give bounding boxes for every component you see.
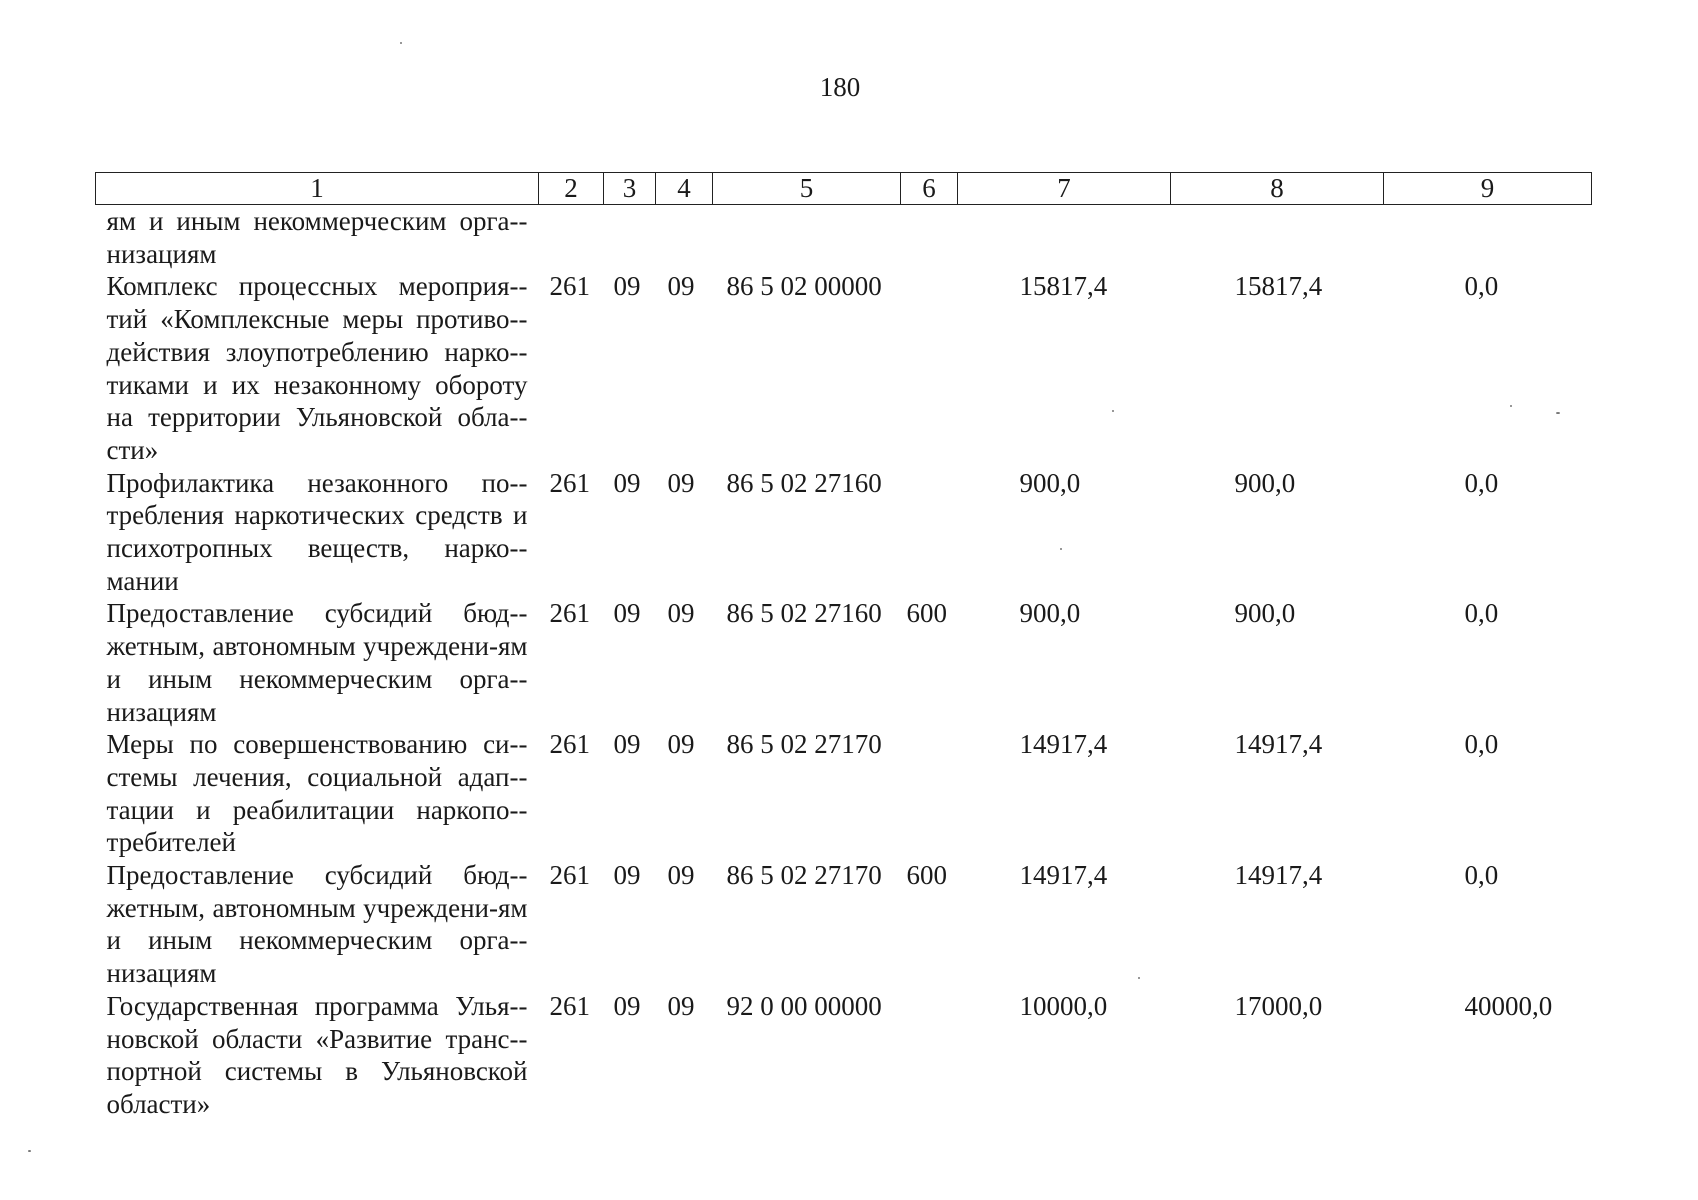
column-header: 6 [901, 173, 958, 205]
cell-target-article: 86 5 02 27170 [726, 729, 882, 760]
table-row [96, 205, 1592, 271]
cell-section: 09 [613, 729, 641, 760]
cell-section: 09 [613, 598, 641, 629]
cell-amount-8 [1171, 205, 1384, 271]
cell-section: 09 [613, 271, 641, 302]
cell-chapter: 261 [549, 860, 590, 891]
row-name: Предоставление субсидий бюд-жетным, автономным учреждени-ям и иным некоммерческим орга-низациям [106, 598, 528, 727]
cell-target-article [713, 205, 901, 271]
cell-amount-9: 0,0 [1464, 271, 1499, 302]
column-header: 5 [713, 173, 901, 205]
budget-table [95, 172, 1592, 1121]
cell-expense-type [901, 467, 958, 598]
cell-expense-type [901, 205, 958, 271]
cell-amount-7: 15817,4 [1019, 271, 1108, 302]
cell-chapter: 261 [549, 729, 590, 760]
cell-expense-type: 600 [906, 860, 947, 891]
scan-speck [1112, 410, 1114, 412]
scan-speck [400, 42, 402, 44]
cell-subsection: 09 [667, 467, 695, 498]
table-row [96, 270, 1592, 466]
row-name: Профилактика незаконного по-требления наркотических средств и психотропных веществ, нарко-мании [106, 467, 528, 596]
cell-amount-8: 17000,0 [1234, 990, 1323, 1021]
cell-amount-7: 14917,4 [1019, 729, 1108, 760]
cell-subsection [656, 205, 713, 271]
cell-chapter [539, 205, 604, 271]
cell-target-article: 86 5 02 00000 [726, 271, 882, 302]
table-row [96, 728, 1592, 859]
column-header: 4 [656, 173, 713, 205]
cell-subsection: 09 [667, 860, 695, 891]
row-name: ям и иным некоммерческим орга-низациям [106, 206, 528, 269]
cell-chapter: 261 [549, 271, 590, 302]
table-row [96, 990, 1592, 1121]
cell-amount-9: 0,0 [1464, 860, 1499, 891]
scan-speck [1138, 977, 1140, 979]
column-header: 2 [539, 173, 604, 205]
column-header: 8 [1171, 173, 1384, 205]
cell-subsection: 09 [667, 598, 695, 629]
cell-expense-type [901, 990, 958, 1121]
cell-chapter: 261 [549, 598, 590, 629]
row-name: Комплекс процессных мероприя-тий «Комплексные меры противо-действия злоупотреблению нарко-тиками и их незаконному обороту на территории Ульяновской обла-сти» [106, 271, 528, 465]
cell-section: 09 [613, 860, 641, 891]
cell-amount-8: 15817,4 [1234, 271, 1323, 302]
cell-amount-9: 0,0 [1464, 467, 1499, 498]
cell-section [604, 205, 656, 271]
scan-speck [1510, 405, 1512, 407]
cell-amount-7: 900,0 [1019, 598, 1081, 629]
scan-speck [28, 1150, 31, 1152]
cell-subsection: 09 [667, 729, 695, 760]
cell-chapter: 261 [549, 467, 590, 498]
cell-expense-type [901, 728, 958, 859]
cell-subsection: 09 [667, 271, 695, 302]
cell-target-article: 86 5 02 27160 [726, 467, 882, 498]
cell-expense-type: 600 [906, 598, 947, 629]
cell-amount-8: 900,0 [1234, 467, 1296, 498]
scan-speck [1556, 412, 1560, 414]
cell-amount-8: 900,0 [1234, 598, 1296, 629]
column-header: 7 [958, 173, 1171, 205]
table-row [96, 467, 1592, 598]
cell-amount-9 [1384, 205, 1592, 271]
row-name: Предоставление субсидий бюд-жетным, автономным учреждени-ям и иным некоммерческим орга-низациям [106, 860, 528, 989]
cell-amount-7 [958, 205, 1171, 271]
row-name: Государственная программа Улья-новской области «Развитие транс-портной системы в Ульяновской области» [106, 990, 528, 1119]
cell-expense-type [901, 270, 958, 466]
cell-amount-9: 0,0 [1464, 598, 1499, 629]
table-row [96, 597, 1592, 728]
cell-amount-8: 14917,4 [1234, 860, 1323, 891]
page-number: 180 [819, 72, 861, 102]
cell-amount-7: 14917,4 [1019, 860, 1108, 891]
cell-target-article: 92 0 00 00000 [726, 990, 882, 1021]
cell-amount-7: 900,0 [1019, 467, 1081, 498]
cell-amount-8: 14917,4 [1234, 729, 1323, 760]
column-header: 9 [1384, 173, 1592, 205]
row-name: Меры по совершенствованию си-стемы лечения, социальной адап-тации и реабилитации наркопо-требителей [106, 729, 528, 858]
table-header-row [96, 173, 1592, 205]
cell-section: 09 [613, 467, 641, 498]
cell-section: 09 [613, 990, 641, 1021]
cell-target-article: 86 5 02 27160 [726, 598, 882, 629]
scan-speck [1060, 548, 1062, 550]
cell-amount-9: 40000,0 [1464, 990, 1553, 1021]
column-header: 3 [604, 173, 656, 205]
cell-target-article: 86 5 02 27170 [726, 860, 882, 891]
table-row [96, 859, 1592, 990]
cell-chapter: 261 [549, 990, 590, 1021]
cell-amount-9: 0,0 [1464, 729, 1499, 760]
cell-subsection: 09 [667, 990, 695, 1021]
column-header: 1 [96, 173, 539, 205]
cell-amount-7: 10000,0 [1019, 990, 1108, 1021]
